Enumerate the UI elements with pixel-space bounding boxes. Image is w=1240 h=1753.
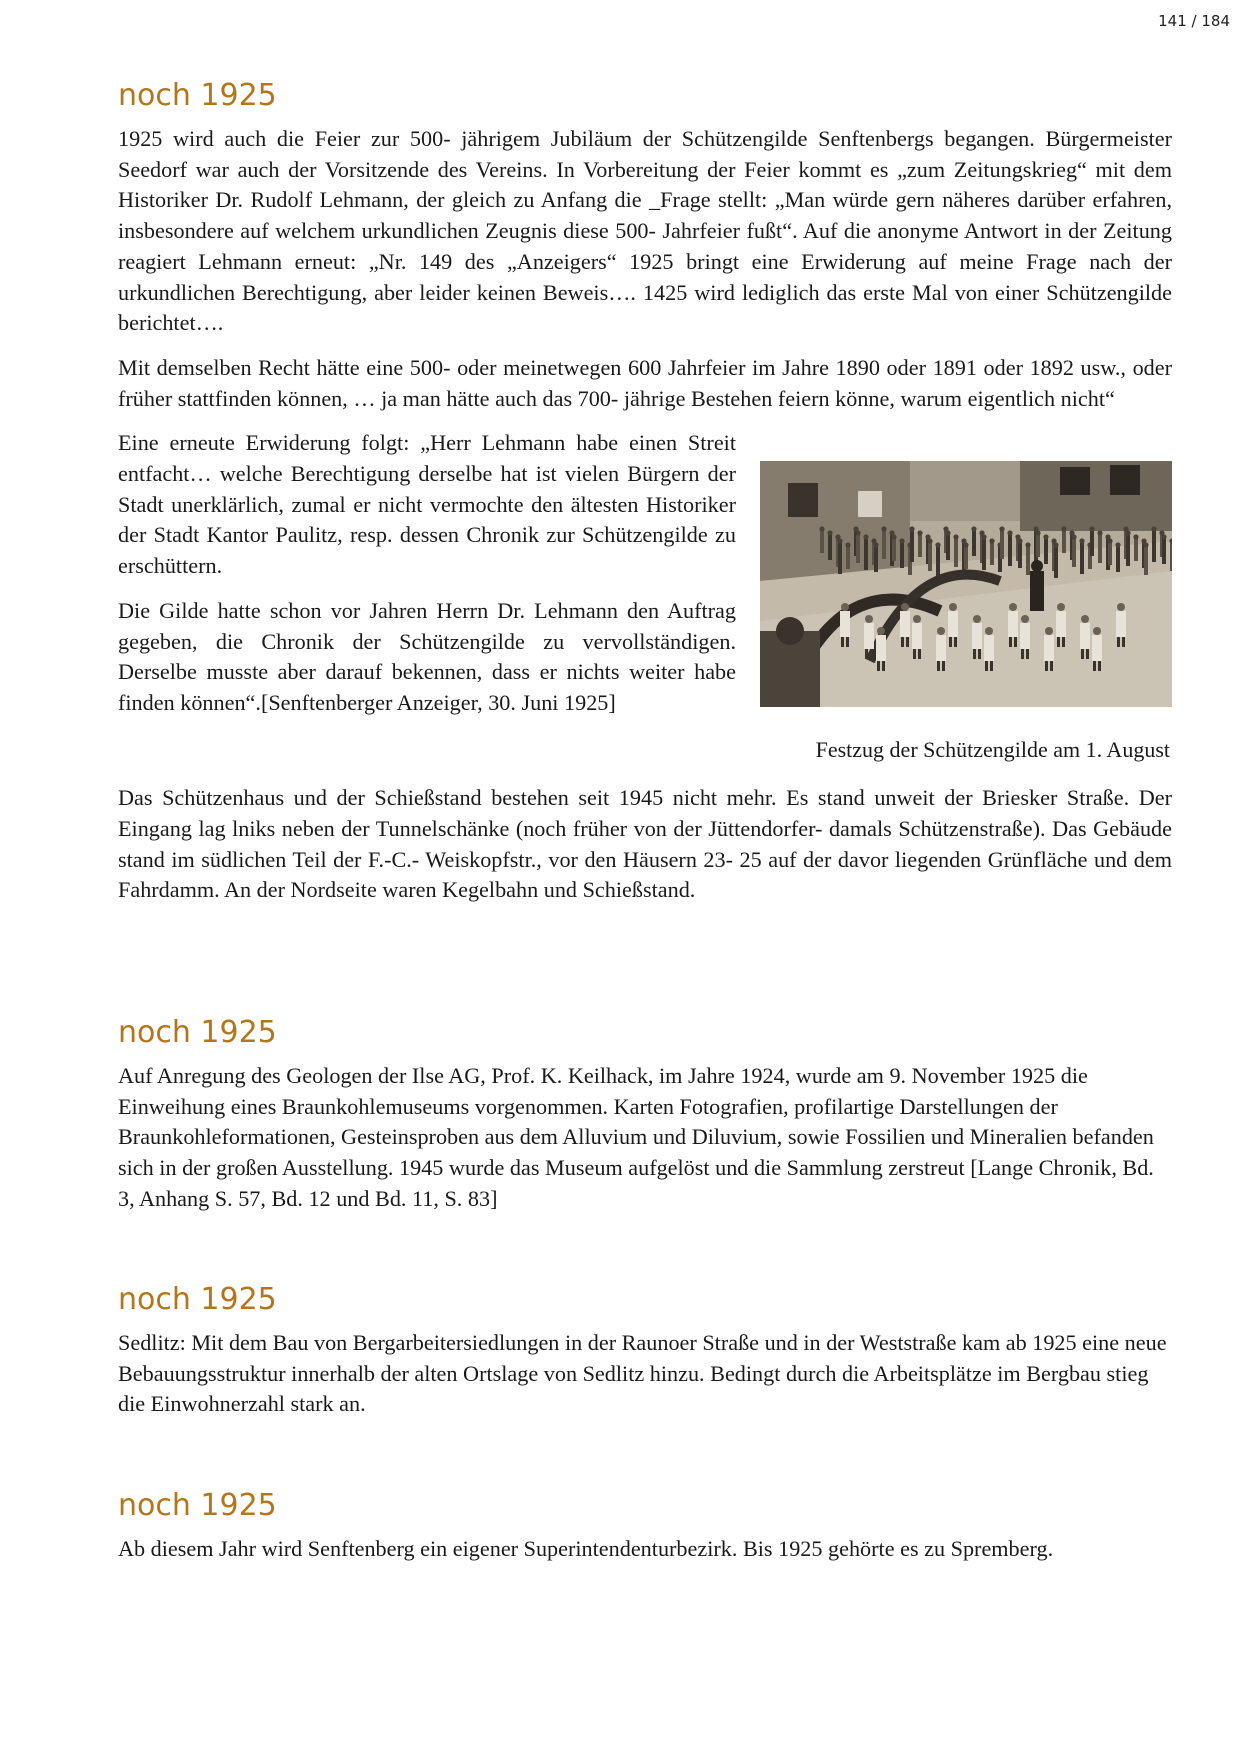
- section-braunkohlemuseum: [118, 1013, 1172, 1215]
- paragraph: Sedlitz: Mit dem Bau von Bergarbeitersiedlungen in der Raunoer Straße und in der Weststraße kam ab 1925 eine neue Bebauungsstruktur innerhalb der alten Ortslage von Sedlitz hinzu. Bedingt durch die Arbeitsplätze im Bergbau stieg die Einwohnerzahl stark an.: [118, 1330, 1167, 1417]
- section-superintendentur: [118, 1486, 1172, 1565]
- paragraph: Mit demselben Recht hätte eine 500- oder meinetwegen 600 Jahrfeier im Jahre 1890 oder 1891 oder 1892 usw., oder früher stattfinden können, … ja man hätte auch das 700- jährige Bestehen feiern könne, warum eigentlich nicht“: [118, 354, 1172, 411]
- paragraph: 1925 wird auch die Feier zur 500- jährigem Jubiläum der Schützengilde Senftenbergs begangen. Bürgermeister Seedorf war auch der Vorsitzende des Vereins. In Vorbereitung der Feier kommt es „zum Zeitungskrieg“ mit dem Historiker Dr. Rudolf Lehmann, der gleich zu Anfang die _Frage stellt: „Man würde gern näheres darüber erfahren, insbesondere auf welchem urkundlichen Zeugnis diese 500- Jahrfeier fußt“. Auf die anonyme Antwort in der Zeitung reagiert Lehmann erneut: „Nr. 149 des „Anzeigers“ 1925 bringt eine Erwiderung auf meine Frage nach der urkundlichen Berechtigung, aber leider keinen Beweis…. 1425 wird lediglich das erste Mal von einer Schützengilde berichtet….: [118, 126, 1172, 336]
- paragraph: Eine erneute Erwiderung folgt: „Herr Lehmann habe einen Streit entfacht… welche Berechtigung derselbe hat ist vielen Bürgern der Stadt unerklärlich, zumal er nicht vermochte den ältesten Historiker der Stadt Kantor Paulitz, resp. dessen Chronik zur Schützengilde zu erschüttern.: [118, 430, 736, 579]
- section-heading: noch 1925: [118, 78, 277, 113]
- paragraph: Ab diesem Jahr wird Senftenberg ein eigener Superintendenturbezirk. Bis 1925 gehörte es zu Spremberg.: [118, 1536, 1054, 1561]
- text-with-photo: [118, 428, 1172, 906]
- section-sedlitz: [118, 1280, 1172, 1420]
- page-number: 141 / 184: [1158, 12, 1230, 30]
- section-heading: noch 1925: [118, 1282, 277, 1317]
- festzug-photo: [760, 461, 1172, 707]
- photo-caption: Festzug der Schützengilde am 1. August: [815, 737, 1170, 763]
- paragraph: Das Schützenhaus und der Schießstand bestehen seit 1945 nicht mehr. Es stand unweit der Briesker Straße. Der Eingang lag lniks neben der Tunnelschänke (noch früher von der Jüttendorfer- damals Schützenstraße). Das Gebäude stand im südlichen Teil der F.-C.- Weiskopfstr., vor den Häusern 23- 25 auf der davor liegenden Grünfläche und dem Fahrdamm. An der Nordseite waren Kegelbahn und Schießstand.: [118, 785, 1172, 903]
- paragraph: Die Gilde hatte schon vor Jahren Herrn Dr. Lehmann den Auftrag gegeben, die Chronik der Schützengilde zu vervollständigen. Derselbe musste aber darauf bekennen, dass er nichts weiter habe finden können“.[Senftenberger Anzeiger, 30. Juni 1925]: [118, 597, 736, 715]
- paragraph: Auf Anregung des Geologen der Ilse AG, Prof. K. Keilhack, im Jahre 1924, wurde am 9. November 1925 die Einweihung eines Braunkohlemuseums vorgenommen. Karten Fotografien, profilartige Darstellungen der Braunkohleformationen, Gesteinsproben aus dem Alluvium und Diluvium, sowie Fossilien und Mineralien befanden sich in der großen Ausstellung. 1945 wurde das Museum aufgelöst und die Sammlung zerstreut [Lange Chronik, Bd. 3, Anhang S. 57, Bd. 12 und Bd. 11, S. 83]: [118, 1063, 1154, 1211]
- section-heading: noch 1925: [118, 1488, 277, 1523]
- section-heading: noch 1925: [118, 1015, 277, 1050]
- photo-figure: [752, 461, 1172, 763]
- section-schuetzengilde: [118, 76, 1172, 906]
